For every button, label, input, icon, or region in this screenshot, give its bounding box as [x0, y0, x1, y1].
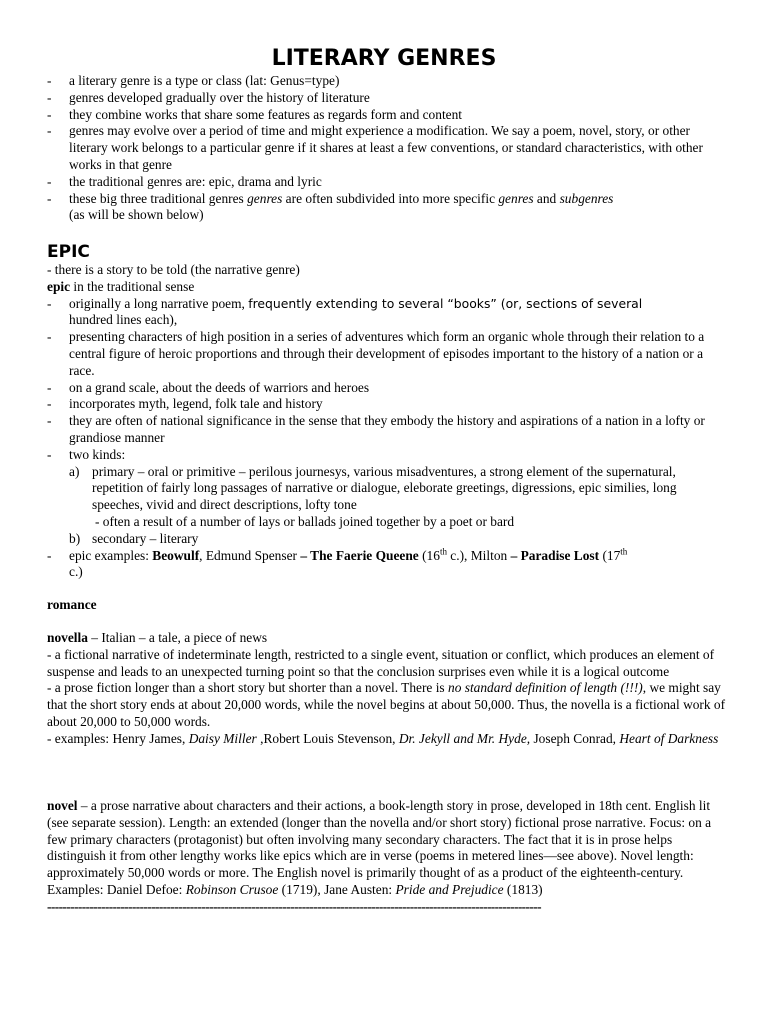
romance-heading: romance — [47, 597, 97, 612]
sub-list-item: a) primary – oral or primitive – perilous journesys, various misadventures, a strong element of the supernatural, repetition of fairly long passages of narrative or dialogue, eleborate greetings, digressions, epic similies, long speeches, vivid and direct descriptions, lofty tone — [69, 463, 677, 513]
novella-section — [47, 630, 727, 748]
list-item: - incorporates myth, legend, folk tale and history — [47, 396, 323, 412]
list-item: - originally a long narrative poem, frequently extending to several “books” (or, sections of several hundred lines each), — [47, 295, 643, 328]
novella-examples: - examples: Henry James, Daisy Miller ,Robert Louis Stevenson, Dr. Jekyll and Mr. Hyde, Joseph Conrad, Heart of Darkness — [47, 730, 719, 746]
sub-list-note: - often a result of a number of lays or ballads joined together by a poet or bard — [95, 513, 515, 529]
list-item: - they are often of national significance in the sense that they embody the history and aspirations of a nation in a lofty or grandiose manner — [47, 413, 705, 445]
list-item: - a literary genre is a type or class (lat: Genus=type) — [47, 73, 340, 88]
intro-list — [47, 73, 727, 224]
list-item: - these big three traditional genres genres are often subdivided into more specific genres and subgenres (as will be shown below) — [47, 190, 614, 223]
section-heading-epic: EPIC — [47, 242, 90, 262]
list-item: - two kinds: — [47, 446, 126, 462]
list-item: - presenting characters of high position in a series of adventures which form an organic whole through their relation to a central figure of heroic proportions and through their development of episodes important to the history of a nation or a race. — [47, 329, 705, 378]
novella-definition: novella – Italian – a tale, a piece of news — [47, 630, 268, 645]
epic-section — [47, 262, 727, 581]
novel-section — [47, 798, 727, 916]
sub-list-item: b) secondary – literary — [69, 530, 199, 546]
list-item: - epic examples: Beowulf, Edmund Spenser – The Faerie Queene (16th c.), Milton – Paradise Lost (17th c.) — [47, 546, 628, 580]
novella-paragraph: - a fictional narrative of indeterminate length, restricted to a single event, situation or conflict, which produces an element of suspense and leads to an unexpected turning point so that the conclusion surprises even while it is a logical outcome — [47, 646, 715, 679]
list-item: - they combine works that share some features as regards form and content — [47, 106, 463, 122]
list-item: - on a grand scale, about the deeds of warriors and heroes — [47, 379, 370, 395]
list-item: - genres developed gradually over the history of literature — [47, 89, 370, 105]
novella-paragraph: - a prose fiction longer than a short story but shorter than a novel. There is no standard definition of length (!!!), we might say that the short story ends at about 20,000 words, while the novel begins at about 50,000. Thus, the novella is a fictional work of about 20,000 to 50,000 words. — [47, 680, 726, 729]
list-item: - the traditional genres are: epic, drama and lyric — [47, 173, 322, 189]
list-item: - genres may evolve over a period of time and might experience a modification. We say a poem, novel, story, or other literary work belongs to a particular genre if it shares at least a few conventions, or standard characteristics, with other works in that genre — [47, 123, 703, 172]
epic-intro-line: - there is a story to be told (the narrative genre) — [47, 262, 300, 277]
epic-sense-line: epic in the traditional sense — [47, 278, 195, 294]
page-title: LITERARY GENRES — [271, 46, 497, 71]
novel-paragraph: novel – a prose narrative about characters and their actions, a book-length story in prose, developed in 18th cent. English lit (see separate session). Length: an extended (longer than the novella and/or short story) fictional prose narrative. Focus: on a few primary characters (protagonist) but often involving many secondary characters. The fact that it is in prose helps distinguish it from other lengthy works like epics which are in verse (poems in metered lines—see above). Novel length: approximately 50,000 words or more. The English novel is primarily thought of as a product of the eighteenth-century. Examples: Daniel Defoe: Robinson Crusoe (1719), Jane Austen: Pride and Prejudice (1813) — [47, 798, 712, 897]
separator-line: -------------------------------------------------------------------------------------------------------------------------------- — [47, 898, 541, 914]
